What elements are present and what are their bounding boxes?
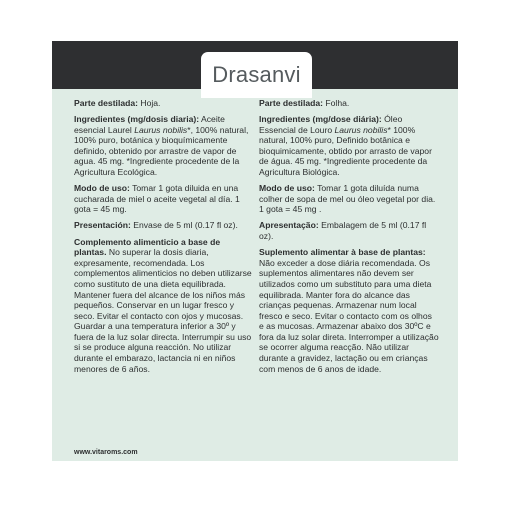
portuguese-text-column	[259, 98, 439, 380]
website-url: www.vitaroms.com	[74, 449, 138, 456]
distilled-part: Parte destilada: Folha.	[259, 98, 350, 108]
ingredients: Ingredientes (mg/dosis diaria): Aceite esencial Laurel Laurus nobilis*, 100% natural, 100% puro, botánica y bioquímicamente definido, obtenido por arrastre de vapor de agua. 45 mg. *Ingrediente procedente de la Agricultura Ecológica.	[74, 114, 249, 178]
supplement-warning: Suplemento alimentar à base de plantas: Não exceder a dose diária recomendada. Os suplementos alimentares não devem ser utilizados como um substituto para uma dieta equilibrada. Manter fora do alcance das crianças pequenas. Armazenar num local fresco e seco. Evitar o contacto com os olhos e as mucosas. Armazenar abaixo dos 30ºC e fora da luz solar direta. Interromper a utilização se ocorrer alguma reacção. Não utilizar durante a gravidez, lactação ou em crianças com menos de 6 anos de idade.	[259, 247, 439, 374]
brand-logo-tab	[201, 52, 312, 98]
distilled-part: Parte destilada: Hoja.	[74, 98, 161, 108]
usage-instructions: Modo de uso: Tomar 1 gota diluida en una cucharada de miel o aceite vegetal al día. 1 gota = 45 mg.	[74, 183, 240, 215]
brand-logo: Drasanvi	[212, 62, 301, 87]
spanish-text-column	[74, 98, 254, 380]
presentation: Apresentação: Embalagem de 5 ml (0.17 fl oz).	[259, 220, 427, 242]
supplement-warning: Complemento alimenticio a base de plantas. No superar la dosis diaria, expresamente, recomendada. Los complementos alimenticios no deben utilizarse como sustituto de una dieta equilibrada. Mantener fuera del alcance de los niños más pequeños. Conservar en un lugar fresco y seco. Evitar el contacto con ojos y mucosas. Guardar a una temperatura inferior a 30º y fuera de la luz solar directa. Interrumpir su uso si se produce alguna reacción. No utilizar durante el embarazo, lactancia ni en niños menores de 6 años.	[74, 236, 252, 374]
ingredients: Ingredientes (mg/dose diária): Óleo Essencial de Louro Laurus nobilis* 100% natural, 100% puro, Definido botânica e bioquimicamente, obtido por arrasto de vapor de água. 45 mg. *Ingrediente procedente da Agricultura Biológica.	[259, 114, 432, 178]
usage-instructions: Modo de uso: Tomar 1 gota diluída numa colher de sopa de mel ou óleo vegetal por dia. 1 gota = 45 mg .	[259, 183, 436, 215]
presentation: Presentación: Envase de 5 ml (0.17 fl oz).	[74, 220, 238, 231]
